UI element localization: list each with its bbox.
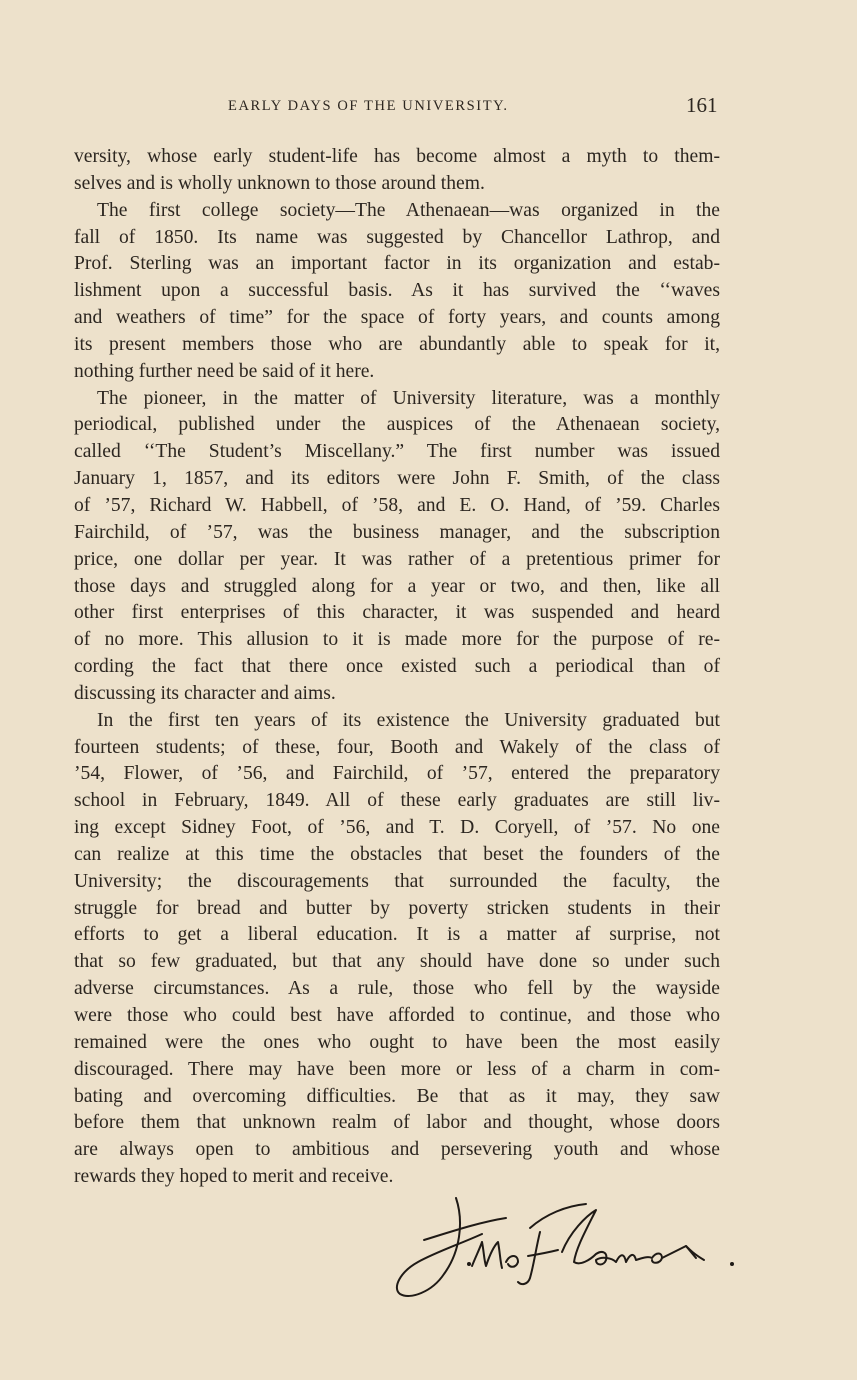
text-line: discussing its character and aims. bbox=[74, 682, 336, 704]
text-line: called ‘‘The Student’s Miscellany.” The first number was issued bbox=[74, 441, 720, 463]
text-line: those days and struggled along for a year or two, and then, like all bbox=[74, 575, 720, 597]
text-line: Fairchild, of ’57, was the business manager, and the subscription bbox=[74, 521, 720, 543]
text-line: adverse circumstances. As a rule, those who fell by the wayside bbox=[74, 978, 720, 1000]
text-line: versity, whose early student-life has become almost a myth to them- bbox=[74, 146, 720, 167]
text-line: cording the fact that there once existed such a periodical than of bbox=[74, 656, 720, 678]
text-line: The first college society—The Athenaean—was organized in the bbox=[97, 199, 720, 221]
text-line: are always open to ambitious and persevering youth and whose bbox=[74, 1139, 720, 1161]
handwritten-signature bbox=[390, 1192, 740, 1302]
text-line: before them that unknown realm of labor and thought, whose doors bbox=[74, 1112, 720, 1134]
text-line: University; the discouragements that surrounded the faculty, the bbox=[74, 870, 720, 892]
text-line: The pioneer, in the matter of University literature, was a monthly bbox=[97, 387, 720, 409]
text-line: school in February, 1849. All of these early graduates are still liv- bbox=[74, 790, 720, 812]
text-line: fourteen students; of these, four, Booth and Wakely of the class of bbox=[74, 736, 720, 758]
text-line: price, one dollar per year. It was rather of a pretentious primer for bbox=[74, 548, 720, 570]
text-line: lishment upon a successful basis. As it has survived the ‘‘waves bbox=[74, 280, 720, 302]
text-line: discouraged. There may have been more or less of a charm in com- bbox=[74, 1058, 720, 1080]
text-line: In the first ten years of its existence the University graduated but bbox=[97, 709, 720, 731]
text-line: rewards they hoped to merit and receive. bbox=[74, 1166, 394, 1188]
text-line: were those who could best have afforded to continue, and those who bbox=[74, 1005, 720, 1026]
text-line: fall of 1850. Its name was suggested by Chancellor Lathrop, and bbox=[74, 226, 720, 248]
text-line: selves and is wholly unknown to those around them. bbox=[74, 172, 485, 194]
text-line: its present members those who are abundantly able to speak for it, bbox=[74, 333, 720, 355]
running-head: EARLY DAYS OF THE UNIVERSITY. bbox=[228, 98, 509, 114]
page-header bbox=[0, 92, 857, 122]
text-line: of no more. This allusion to it is made more for the purpose of re- bbox=[74, 629, 720, 651]
body-text bbox=[74, 144, 720, 1191]
text-line: ’54, Flower, of ’56, and Fairchild, of ’57, entered the preparatory bbox=[74, 763, 720, 785]
text-line: that so few graduated, but that any should have done so under such bbox=[74, 951, 720, 973]
text-line: bating and overcoming difficulties. Be that as it may, they saw bbox=[74, 1085, 720, 1107]
text-line: Prof. Sterling was an important factor in its organization and estab- bbox=[74, 253, 720, 275]
text-line: other first enterprises of this character, it was suspended and heard bbox=[74, 602, 720, 624]
text-line: of ’57, Richard W. Habbell, of ’58, and E. O. Hand, of ’59. Charles bbox=[74, 494, 720, 516]
text-line: January 1, 1857, and its editors were John F. Smith, of the class bbox=[74, 468, 720, 490]
text-line: ing except Sidney Foot, of ’56, and T. D. Coryell, of ’57. No one bbox=[74, 817, 720, 839]
text-line: can realize at this time the obstacles that beset the founders of the bbox=[74, 843, 720, 865]
text-line: and weathers of time” for the space of forty years, and counts among bbox=[74, 307, 720, 329]
text-line: nothing further need be said of it here. bbox=[74, 360, 375, 382]
page-number: 161 bbox=[686, 93, 718, 117]
text-line: periodical, published under the auspices of the Athenaean society, bbox=[74, 414, 720, 436]
text-line: remained were the ones who ought to have been the most easily bbox=[74, 1031, 720, 1053]
text-line: struggle for bread and butter by poverty stricken students in their bbox=[74, 897, 720, 919]
text-line: efforts to get a liberal education. It is a matter af surprise, not bbox=[74, 924, 720, 946]
